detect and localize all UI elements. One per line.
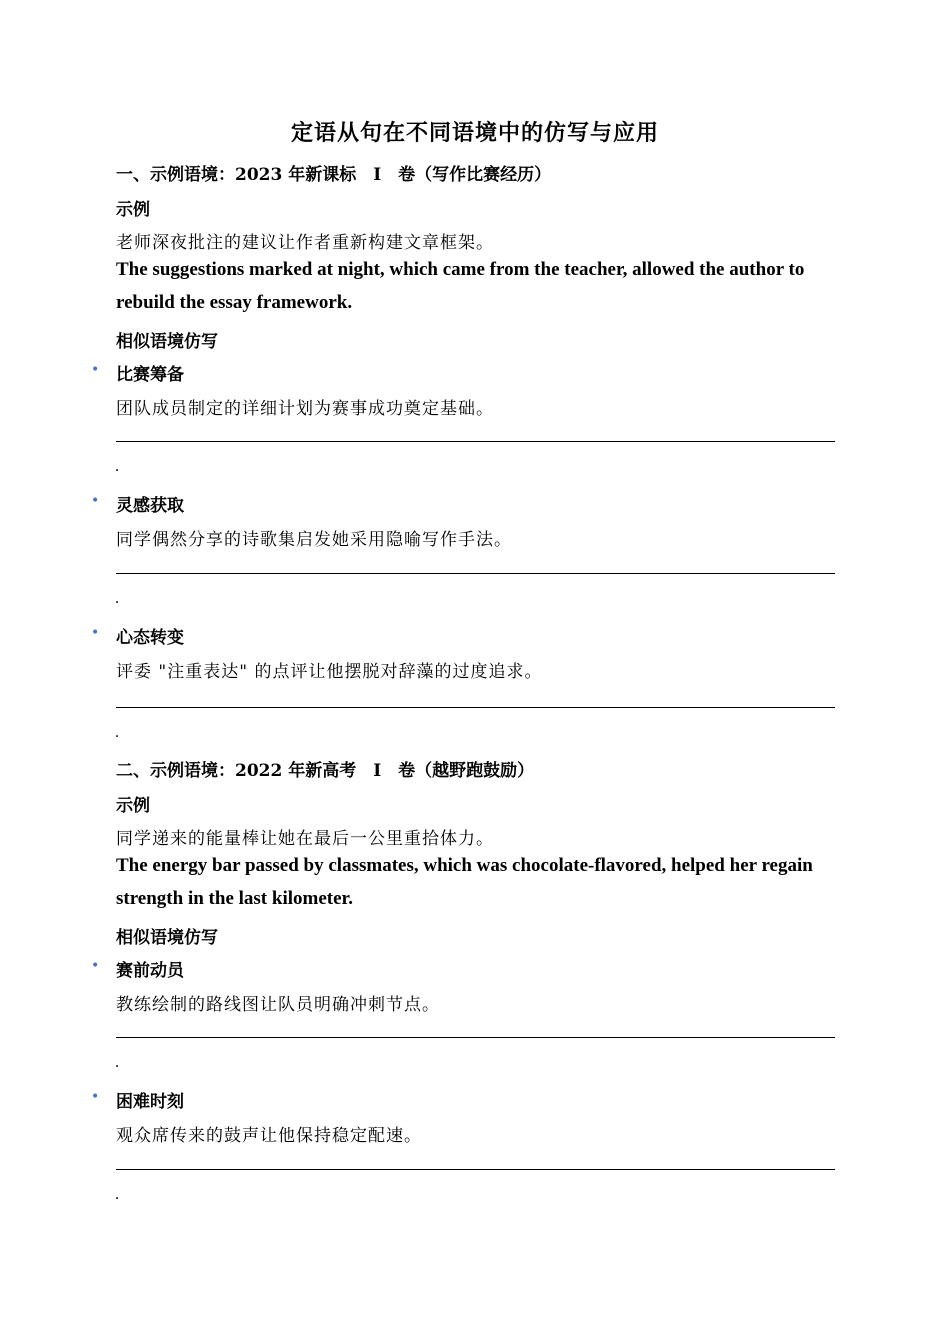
section2-example-en-line1: The energy bar passed by classmates, which was chocolate-flavored, helped her regain <box>116 855 813 876</box>
section1-item1-title: 比赛筹备 <box>116 365 184 385</box>
end-mark: . <box>115 1054 119 1071</box>
bullet-icon: • <box>91 1089 100 1105</box>
end-mark: . <box>115 724 119 741</box>
section1-item2-title: 灵感获取 <box>116 496 184 516</box>
section1-example-label: 示例 <box>116 200 150 220</box>
section2-item1-title: 赛前动员 <box>116 961 184 981</box>
end-mark: . <box>115 1186 119 1203</box>
bullet-icon: • <box>91 493 100 509</box>
section2-heading: 二、示例语境：2022 年新高考 Ⅰ 卷（越野跑鼓励） <box>116 761 535 781</box>
page-title: 定语从句在不同语境中的仿写与应用 <box>290 120 659 146</box>
section1-similar-label: 相似语境仿写 <box>116 332 218 352</box>
section2-example-cn: 同学递来的能量棒让她在最后一公里重拾体力。 <box>116 829 494 849</box>
section1-item3-text: 评委 "注重表达" 的点评让他摆脱对辞藻的过度追求。 <box>116 662 543 682</box>
section1-example-en-line2: rebuild the essay framework. <box>116 292 353 313</box>
section1-item3-title: 心态转变 <box>116 628 184 648</box>
section2-item2-title: 困难时刻 <box>116 1092 184 1112</box>
section1-heading: 一、示例语境：2023 年新课标 Ⅰ 卷（写作比赛经历） <box>116 165 552 185</box>
end-mark: . <box>115 590 119 607</box>
bullet-icon: • <box>91 625 100 641</box>
answer-line[interactable] <box>116 707 835 708</box>
section1-example-cn: 老师深夜批注的建议让作者重新构建文章框架。 <box>116 233 494 253</box>
answer-line[interactable] <box>116 441 835 442</box>
section2-similar-label: 相似语境仿写 <box>116 928 218 948</box>
section2-item1-text: 教练绘制的路线图让队员明确冲刺节点。 <box>116 995 440 1015</box>
section2-example-label: 示例 <box>116 796 150 816</box>
section2-example-en-line2: strength in the last kilometer. <box>116 888 353 909</box>
answer-line[interactable] <box>116 1037 835 1038</box>
section1-example-en-line1: The suggestions marked at night, which came from the teacher, allowed the author to <box>116 259 805 280</box>
end-mark: . <box>115 458 119 475</box>
section1-item1-text: 团队成员制定的详细计划为赛事成功奠定基础。 <box>116 399 494 419</box>
section2-item2-text: 观众席传来的鼓声让他保持稳定配速。 <box>116 1126 422 1146</box>
answer-line[interactable] <box>116 573 835 574</box>
section1-item2-text: 同学偶然分享的诗歌集启发她采用隐喻写作手法。 <box>116 530 512 550</box>
answer-line[interactable] <box>116 1169 835 1170</box>
bullet-icon: • <box>91 958 100 974</box>
bullet-icon: • <box>91 362 100 378</box>
